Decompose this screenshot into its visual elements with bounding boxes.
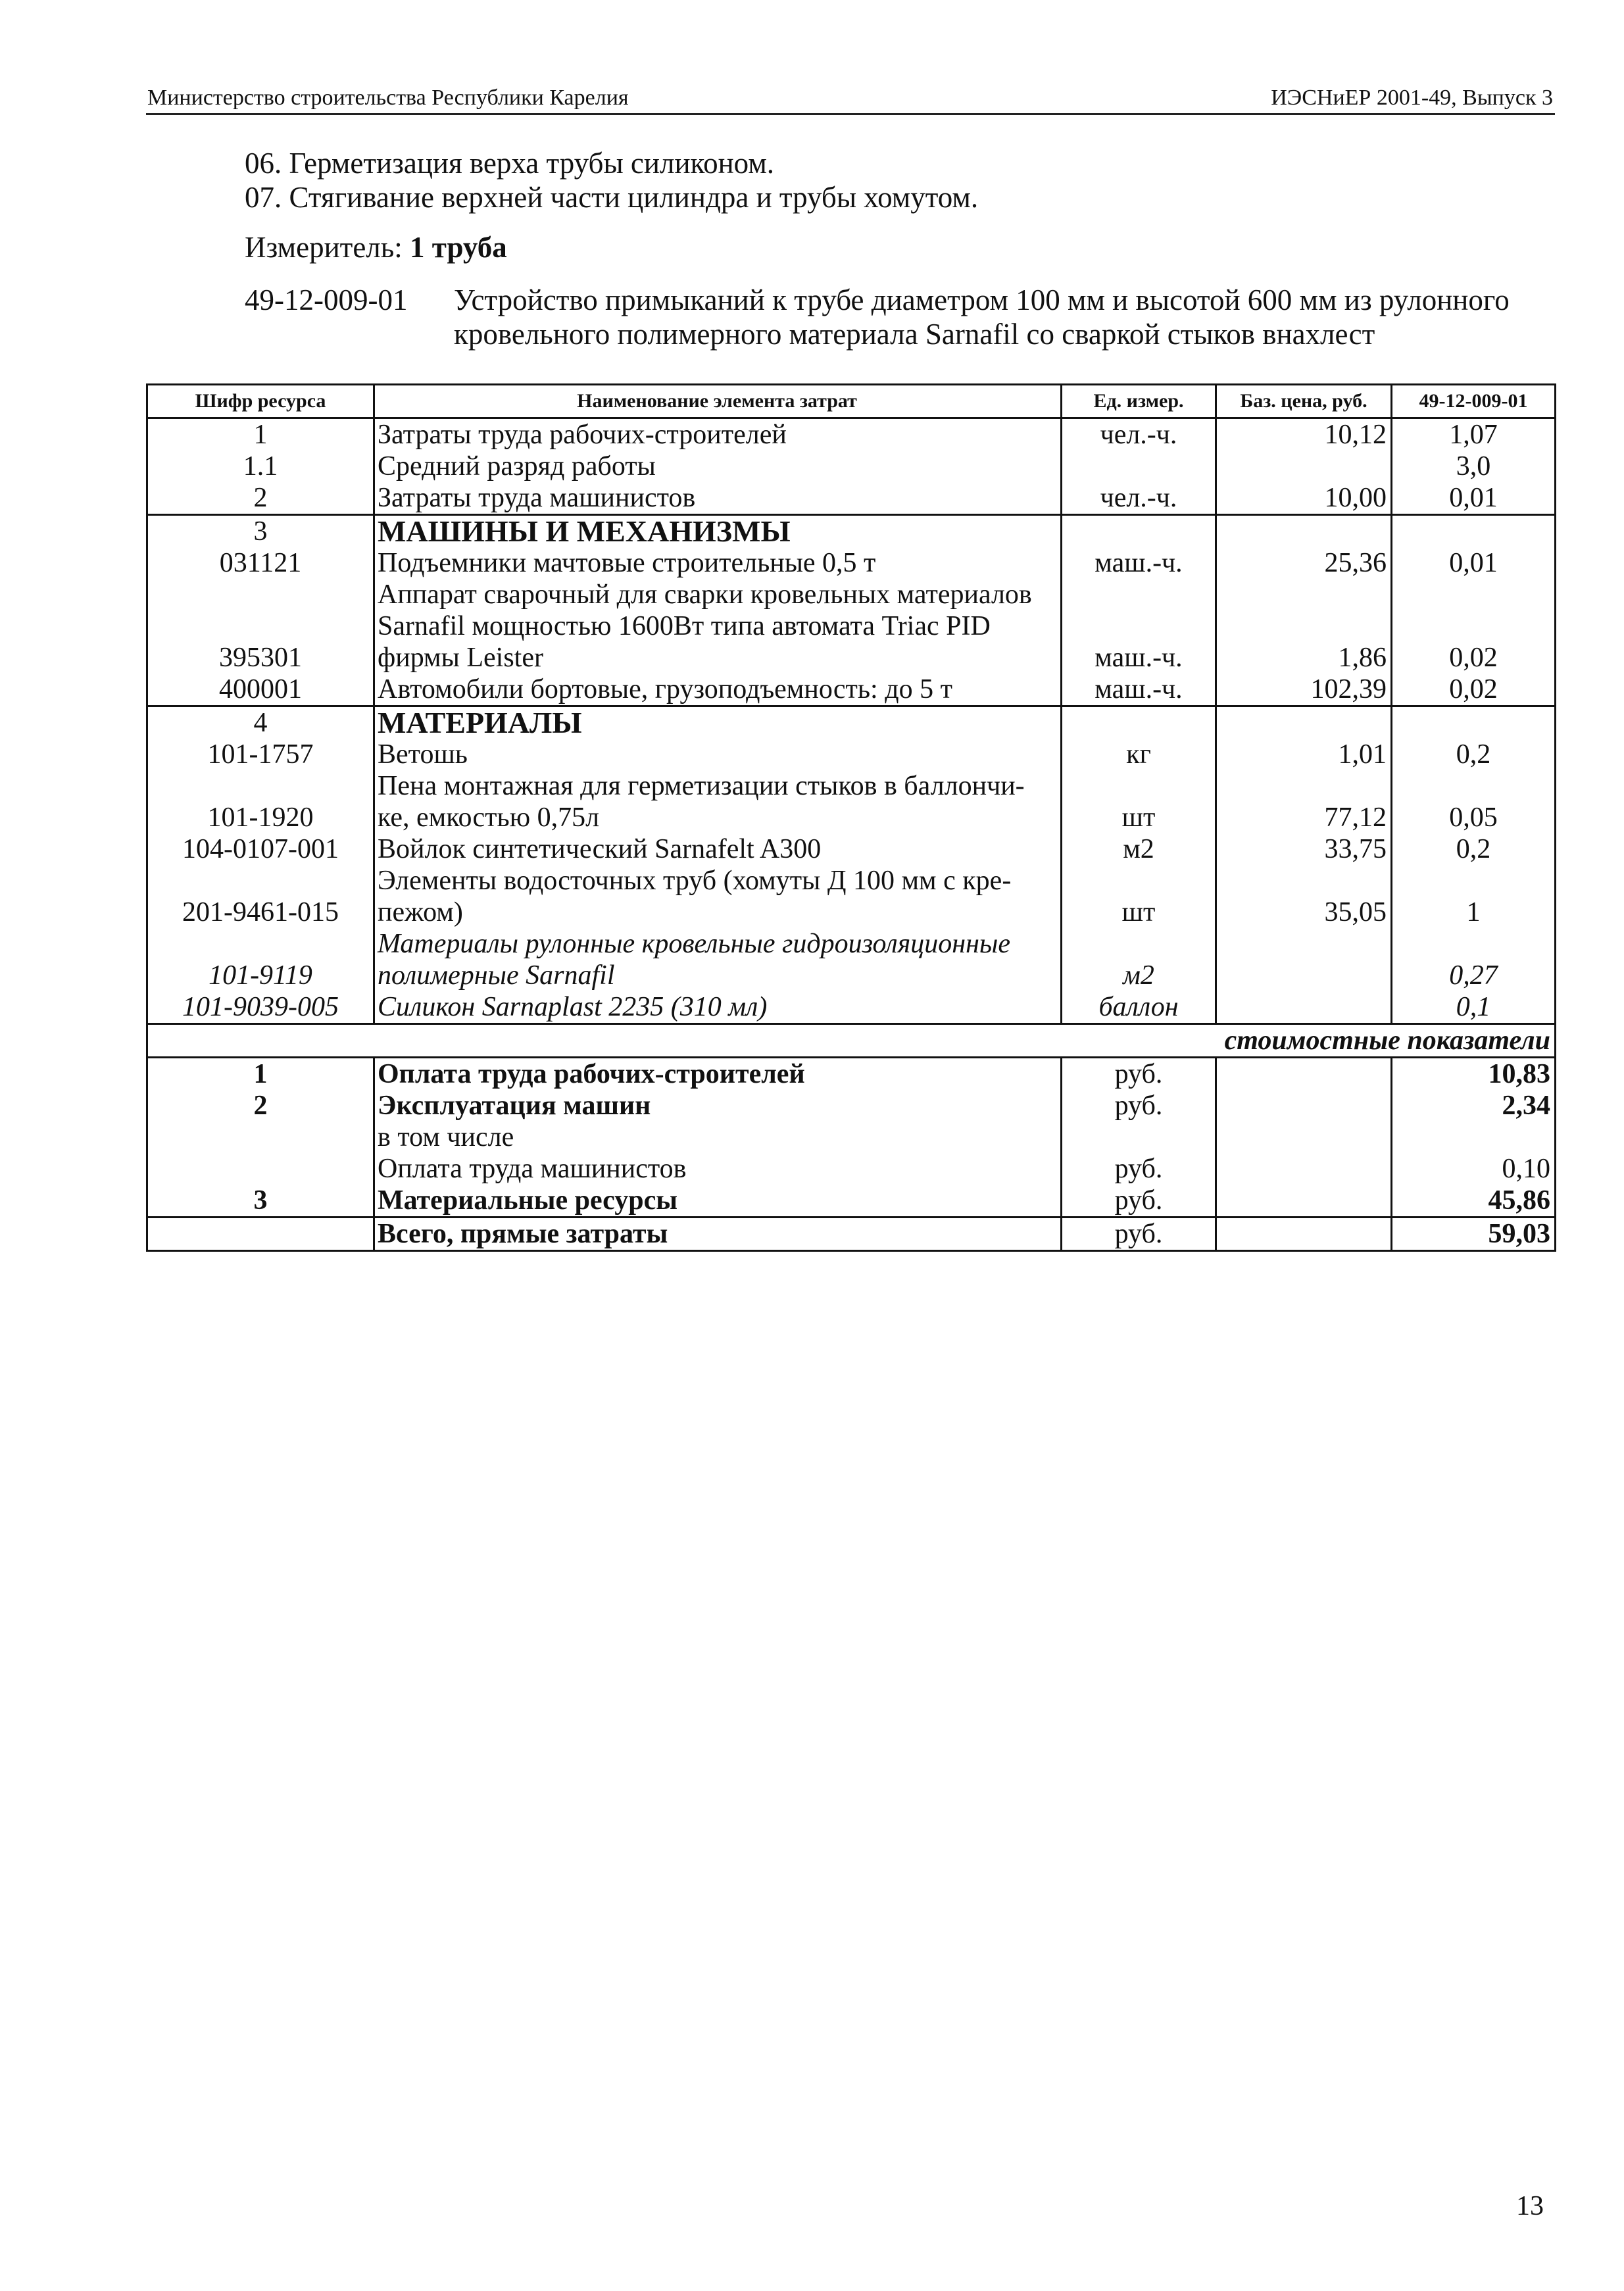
total-value: 59,03	[1392, 1218, 1556, 1251]
cell-code: 101-1920	[147, 802, 374, 833]
total-row	[147, 1218, 1556, 1251]
cell-price: 102,39	[1216, 674, 1392, 706]
step-06: 06. Герметизация верха трубы силиконом.	[245, 147, 775, 180]
col-header-name: Наименование элемента затрат	[374, 385, 1062, 418]
cell-value	[1392, 1121, 1556, 1153]
page-number: 13	[1516, 2191, 1544, 2221]
cell-code	[147, 928, 374, 960]
cost-row	[147, 1121, 1556, 1153]
cell-name: Эксплуатация машин	[374, 1090, 1062, 1121]
cost-row	[147, 1090, 1556, 1121]
cell-name: Ветошь	[374, 739, 1062, 770]
cell-norm	[1392, 770, 1556, 802]
cell-name: пежом)	[374, 897, 1062, 928]
cell-norm	[1392, 515, 1556, 548]
resource-table	[146, 383, 1556, 1252]
cell-unit: м2	[1062, 960, 1216, 991]
cell-name: фирмы Leister	[374, 642, 1062, 674]
cell-price	[1216, 1121, 1392, 1153]
cell-norm	[1392, 610, 1556, 642]
cell-unit	[1062, 515, 1216, 548]
header-ministry: Министерство строительства Республики Карелия	[147, 86, 629, 110]
table-row	[147, 418, 1556, 451]
cell-price: 25,36	[1216, 547, 1392, 579]
cell-code: 3	[147, 1185, 374, 1218]
cell-norm: 0,1	[1392, 991, 1556, 1024]
measure-label: Измеритель:	[245, 231, 403, 264]
cell-code: 101-1757	[147, 739, 374, 770]
col-header-price: Баз. цена, руб.	[1216, 385, 1392, 418]
cell-name: ке, емкостью 0,75л	[374, 802, 1062, 833]
cell-value: 0,10	[1392, 1153, 1556, 1185]
measure-line	[245, 230, 507, 264]
cell-unit: кг	[1062, 739, 1216, 770]
cell-norm: 0,2	[1392, 739, 1556, 770]
col-header-unit: Ед. измер.	[1062, 385, 1216, 418]
cell-norm: 1	[1392, 897, 1556, 928]
cell-name: Пена монтажная для герметизации стыков в баллончи-	[374, 770, 1062, 802]
cell-name: Войлок синтетический Sarnafelt A300	[374, 833, 1062, 865]
cell-price: 35,05	[1216, 897, 1392, 928]
cell-unit: м2	[1062, 833, 1216, 865]
cell-code	[147, 1218, 374, 1251]
cell-name: Силикон Sarnaplast 2235 (310 мл)	[374, 991, 1062, 1024]
cell-code: 400001	[147, 674, 374, 706]
cell-price: 1,01	[1216, 739, 1392, 770]
header-document-code: ИЭСНиЕР 2001-49, Выпуск 3	[1271, 86, 1553, 110]
cell-price: 10,12	[1216, 418, 1392, 451]
cell-code: 3	[147, 515, 374, 548]
cell-unit: маш.-ч.	[1062, 547, 1216, 579]
cell-name: Материальные ресурсы	[374, 1185, 1062, 1218]
cell-price	[1216, 515, 1392, 548]
cell-norm	[1392, 579, 1556, 610]
table-row	[147, 515, 1556, 548]
cell-name: Подъемники мачтовые строительные 0,5 т	[374, 547, 1062, 579]
cell-price	[1216, 706, 1392, 739]
cell-code: 201-9461-015	[147, 897, 374, 928]
cell-norm: 0,2	[1392, 833, 1556, 865]
cell-code: 031121	[147, 547, 374, 579]
cell-unit: баллон	[1062, 991, 1216, 1024]
table-row	[147, 928, 1556, 960]
cell-norm: 1,07	[1392, 418, 1556, 451]
cell-unit	[1062, 610, 1216, 642]
cell-unit	[1062, 928, 1216, 960]
cell-name: Элементы водосточных труб (хомуты Д 100 мм с кре-	[374, 865, 1062, 897]
cell-unit: руб.	[1062, 1153, 1216, 1185]
cell-norm	[1392, 865, 1556, 897]
table-row	[147, 897, 1556, 928]
cost-row	[147, 1185, 1556, 1218]
cell-name: полимерные Sarnafil	[374, 960, 1062, 991]
cost-row	[147, 1058, 1556, 1091]
cell-code	[147, 770, 374, 802]
norm-code: 49-12-009-01	[245, 283, 408, 316]
cell-name: Материалы рулонные кровельные гидроизоляционные	[374, 928, 1062, 960]
cell-price	[1216, 1090, 1392, 1121]
cell-price	[1216, 1153, 1392, 1185]
cell-norm: 0,05	[1392, 802, 1556, 833]
cell-price	[1216, 579, 1392, 610]
table-row	[147, 739, 1556, 770]
section-machines: МАШИНЫ И МЕХАНИЗМЫ	[374, 515, 1062, 548]
table-row	[147, 642, 1556, 674]
cell-code	[147, 1153, 374, 1185]
cell-name: в том числе	[374, 1121, 1062, 1153]
cell-value: 10,83	[1392, 1058, 1556, 1091]
table-row	[147, 770, 1556, 802]
cell-name: Оплата труда машинистов	[374, 1153, 1062, 1185]
cost-indicators-label: стоимостные показатели	[147, 1024, 1556, 1058]
cell-code: 101-9039-005	[147, 991, 374, 1024]
cell-code	[147, 579, 374, 610]
cell-unit: руб.	[1062, 1090, 1216, 1121]
cell-price	[1216, 960, 1392, 991]
cell-code: 2	[147, 1090, 374, 1121]
total-label: Всего, прямые затраты	[374, 1218, 1062, 1251]
cell-name: Sarnafil мощностью 1600Вт типа автомата Triac PID	[374, 610, 1062, 642]
table-row	[147, 706, 1556, 739]
cell-unit	[1062, 579, 1216, 610]
cell-price: 77,12	[1216, 802, 1392, 833]
table-row	[147, 451, 1556, 482]
table-row	[147, 579, 1556, 610]
cell-norm	[1392, 928, 1556, 960]
cell-code: 395301	[147, 642, 374, 674]
cell-unit: руб.	[1062, 1185, 1216, 1218]
header-divider	[146, 113, 1555, 115]
cell-price	[1216, 865, 1392, 897]
cell-price	[1216, 991, 1392, 1024]
cell-unit: чел.-ч.	[1062, 482, 1216, 515]
cell-unit: шт	[1062, 897, 1216, 928]
cell-unit: маш.-ч.	[1062, 674, 1216, 706]
cell-unit	[1062, 451, 1216, 482]
section-materials: МАТЕРИАЛЫ	[374, 706, 1062, 739]
measure-value: 1 труба	[410, 231, 507, 264]
cell-code: 2	[147, 482, 374, 515]
cell-code: 104-0107-001	[147, 833, 374, 865]
cell-price	[1216, 770, 1392, 802]
cell-unit	[1062, 770, 1216, 802]
cell-name: Оплата труда рабочих-строителей	[374, 1058, 1062, 1091]
table-row	[147, 802, 1556, 833]
cell-name: Автомобили бортовые, грузоподъемность: до 5 т	[374, 674, 1062, 706]
cell-code	[147, 865, 374, 897]
col-header-norm: 49-12-009-01	[1392, 385, 1556, 418]
table-row	[147, 833, 1556, 865]
table-row	[147, 865, 1556, 897]
cell-price: 33,75	[1216, 833, 1392, 865]
cell-code	[147, 1121, 374, 1153]
cell-code: 101-9119	[147, 960, 374, 991]
cell-name: Аппарат сварочный для сварки кровельных материалов	[374, 579, 1062, 610]
cell-norm: 3,0	[1392, 451, 1556, 482]
cell-unit	[1062, 865, 1216, 897]
cost-indicators-row	[147, 1024, 1556, 1058]
table-row	[147, 674, 1556, 706]
cell-code: 1	[147, 418, 374, 451]
cell-value: 45,86	[1392, 1185, 1556, 1218]
cell-price	[1216, 1185, 1392, 1218]
cost-row	[147, 1153, 1556, 1185]
cell-norm: 0,02	[1392, 642, 1556, 674]
cell-price	[1216, 928, 1392, 960]
cell-unit: маш.-ч.	[1062, 642, 1216, 674]
cell-unit: шт	[1062, 802, 1216, 833]
cell-unit	[1062, 1121, 1216, 1153]
cell-unit: руб.	[1062, 1218, 1216, 1251]
cell-price	[1216, 451, 1392, 482]
cell-code	[147, 610, 374, 642]
cell-unit: чел.-ч.	[1062, 418, 1216, 451]
cell-price	[1216, 1058, 1392, 1091]
cell-norm: 0,01	[1392, 547, 1556, 579]
table-row	[147, 482, 1556, 515]
cell-norm	[1392, 706, 1556, 739]
cell-name: Средний разряд работы	[374, 451, 1062, 482]
cell-name: Затраты труда машинистов	[374, 482, 1062, 515]
cell-value: 2,34	[1392, 1090, 1556, 1121]
table-row	[147, 960, 1556, 991]
cell-price: 10,00	[1216, 482, 1392, 515]
cell-price	[1216, 610, 1392, 642]
col-header-code: Шифр ресурса	[147, 385, 374, 418]
cell-code: 1.1	[147, 451, 374, 482]
cell-name: Затраты труда рабочих-строителей	[374, 418, 1062, 451]
table-row	[147, 610, 1556, 642]
table-row	[147, 991, 1556, 1024]
cell-norm: 0,02	[1392, 674, 1556, 706]
cell-code: 1	[147, 1058, 374, 1091]
norm-description: Устройство примыканий к трубе диаметром 100 мм и высотой 600 мм из рулонного кровельного полимерного материала Sarnafil со сваркой стыков внахлест	[454, 283, 1510, 351]
cell-price	[1216, 1218, 1392, 1251]
step-07: 07. Стягивание верхней части цилиндра и трубы хомутом.	[245, 181, 979, 214]
cell-unit: руб.	[1062, 1058, 1216, 1091]
table-row	[147, 547, 1556, 579]
cell-code: 4	[147, 706, 374, 739]
table-header-row	[147, 385, 1556, 418]
cell-unit	[1062, 706, 1216, 739]
cell-norm: 0,27	[1392, 960, 1556, 991]
cell-norm: 0,01	[1392, 482, 1556, 515]
cell-price: 1,86	[1216, 642, 1392, 674]
